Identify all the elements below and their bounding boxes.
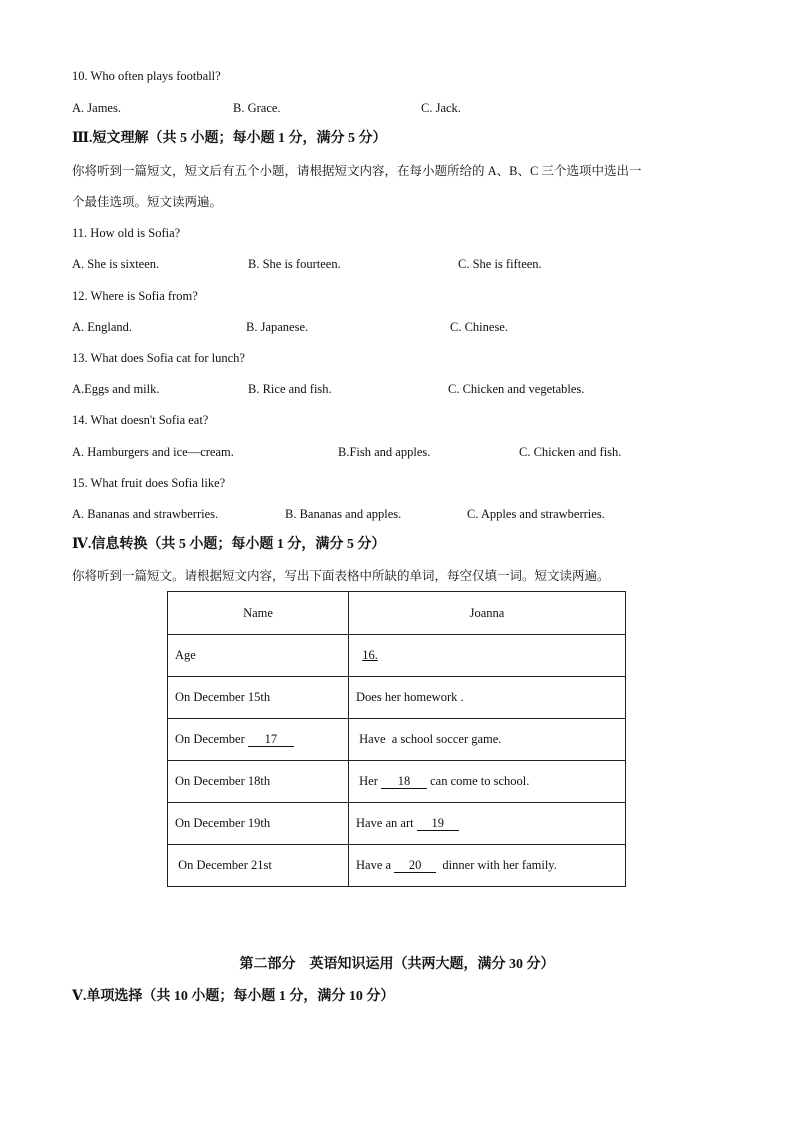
row-dec21-post: dinner with her family.	[436, 858, 557, 872]
q10-option-b: B. Grace.	[233, 101, 281, 115]
q10-option-c: C. Jack.	[421, 101, 461, 115]
blank-16[interactable]: 16.	[362, 648, 378, 662]
q15-option-b: B. Bananas and apples.	[285, 507, 402, 521]
section3-instruction-line1: 你将听到一篇短文，短文后有五个小题，请根据短文内容，在每小题所给的 A、B、C 三个选项中选出一	[72, 164, 642, 178]
row-age-value	[349, 635, 626, 677]
blank-18[interactable]: 18	[381, 774, 427, 789]
section5-heading: Ⅴ.单项选择（共 10 小题；每小题 1 分，满分 10 分）	[72, 989, 395, 1004]
table-header-name: Name	[168, 592, 349, 635]
table-row	[168, 845, 626, 887]
question-14: 14. What doesn't Sofia eat?	[72, 413, 209, 427]
q11-option-b: B. She is fourteen.	[248, 257, 341, 271]
row-dec15-label: On December 15th	[168, 677, 349, 719]
row-dec18-pre: Her	[356, 774, 381, 788]
row-dec19-value	[349, 803, 626, 845]
row-dec19-label: On December 19th	[168, 803, 349, 845]
q14-option-a: A. Hamburgers and ice—cream.	[72, 445, 234, 459]
table-row	[168, 761, 626, 803]
q13-option-b: B. Rice and fish.	[248, 382, 332, 396]
q15-option-c: C. Apples and strawberries.	[467, 507, 605, 521]
row-dec21-value	[349, 845, 626, 887]
blank-19[interactable]: 19	[417, 816, 459, 831]
blank-17[interactable]: 17	[248, 732, 294, 747]
table-header-joanna: Joanna	[349, 592, 626, 635]
q14-option-b: B.Fish and apples.	[338, 445, 431, 459]
row-dec21-pre: Have a	[356, 858, 395, 872]
question-12: 12. Where is Sofia from?	[72, 289, 198, 303]
section4-instruction: 你将听到一篇短文。请根据短文内容，写出下面表格中所缺的单词，每空仅填一词。短文读两遍。	[72, 569, 610, 583]
section3-instruction-line2: 个最佳选项。短文读两遍。	[72, 195, 223, 209]
row-dec18-label: On December 18th	[168, 761, 349, 803]
question-10: 10. Who often plays football?	[72, 69, 221, 83]
q13-option-c: C. Chicken and vegetables.	[448, 382, 585, 396]
q10-option-a: A. James.	[72, 101, 121, 115]
table-row	[168, 677, 626, 719]
row-dec17-label-text: On December	[175, 732, 248, 746]
row-age-label: Age	[168, 635, 349, 677]
row-dec15-value: Does her homework .	[349, 677, 626, 719]
row-dec18-post: can come to school.	[427, 774, 530, 788]
q13-option-a: A.Eggs and milk.	[72, 382, 160, 396]
section4-heading: Ⅳ.信息转换（共 5 小题；每小题 1 分，满分 5 分）	[72, 537, 386, 552]
row-dec17-label	[168, 719, 349, 761]
q11-option-c: C. She is fifteen.	[458, 257, 542, 271]
table-row	[168, 803, 626, 845]
q15-option-a: A. Bananas and strawberries.	[72, 507, 219, 521]
table-row	[168, 635, 626, 677]
row-dec17-value: Have a school soccer game.	[349, 719, 626, 761]
part2-title: 第二部分 英语知识运用（共两大题，满分 30 分）	[239, 957, 555, 972]
info-table	[167, 591, 626, 887]
table-header-row	[168, 592, 626, 635]
q12-option-a: A. England.	[72, 320, 133, 334]
q12-option-c: C. Chinese.	[450, 320, 508, 334]
q12-option-b: B. Japanese.	[246, 320, 309, 334]
row-dec21-label: On December 21st	[168, 845, 349, 887]
table-row	[168, 719, 626, 761]
blank-20[interactable]: 20	[394, 858, 436, 873]
q14-option-c: C. Chicken and fish.	[519, 445, 622, 459]
question-13: 13. What does Sofia cat for lunch?	[72, 351, 245, 365]
section3-heading: Ⅲ.短文理解（共 5 小题；每小题 1 分，满分 5 分）	[72, 131, 387, 146]
q11-option-a: A. She is sixteen.	[72, 257, 160, 271]
row-dec18-value	[349, 761, 626, 803]
question-15: 15. What fruit does Sofia like?	[72, 476, 226, 490]
question-11: 11. How old is Sofia?	[72, 226, 181, 240]
row-dec19-pre: Have an art	[356, 816, 417, 830]
